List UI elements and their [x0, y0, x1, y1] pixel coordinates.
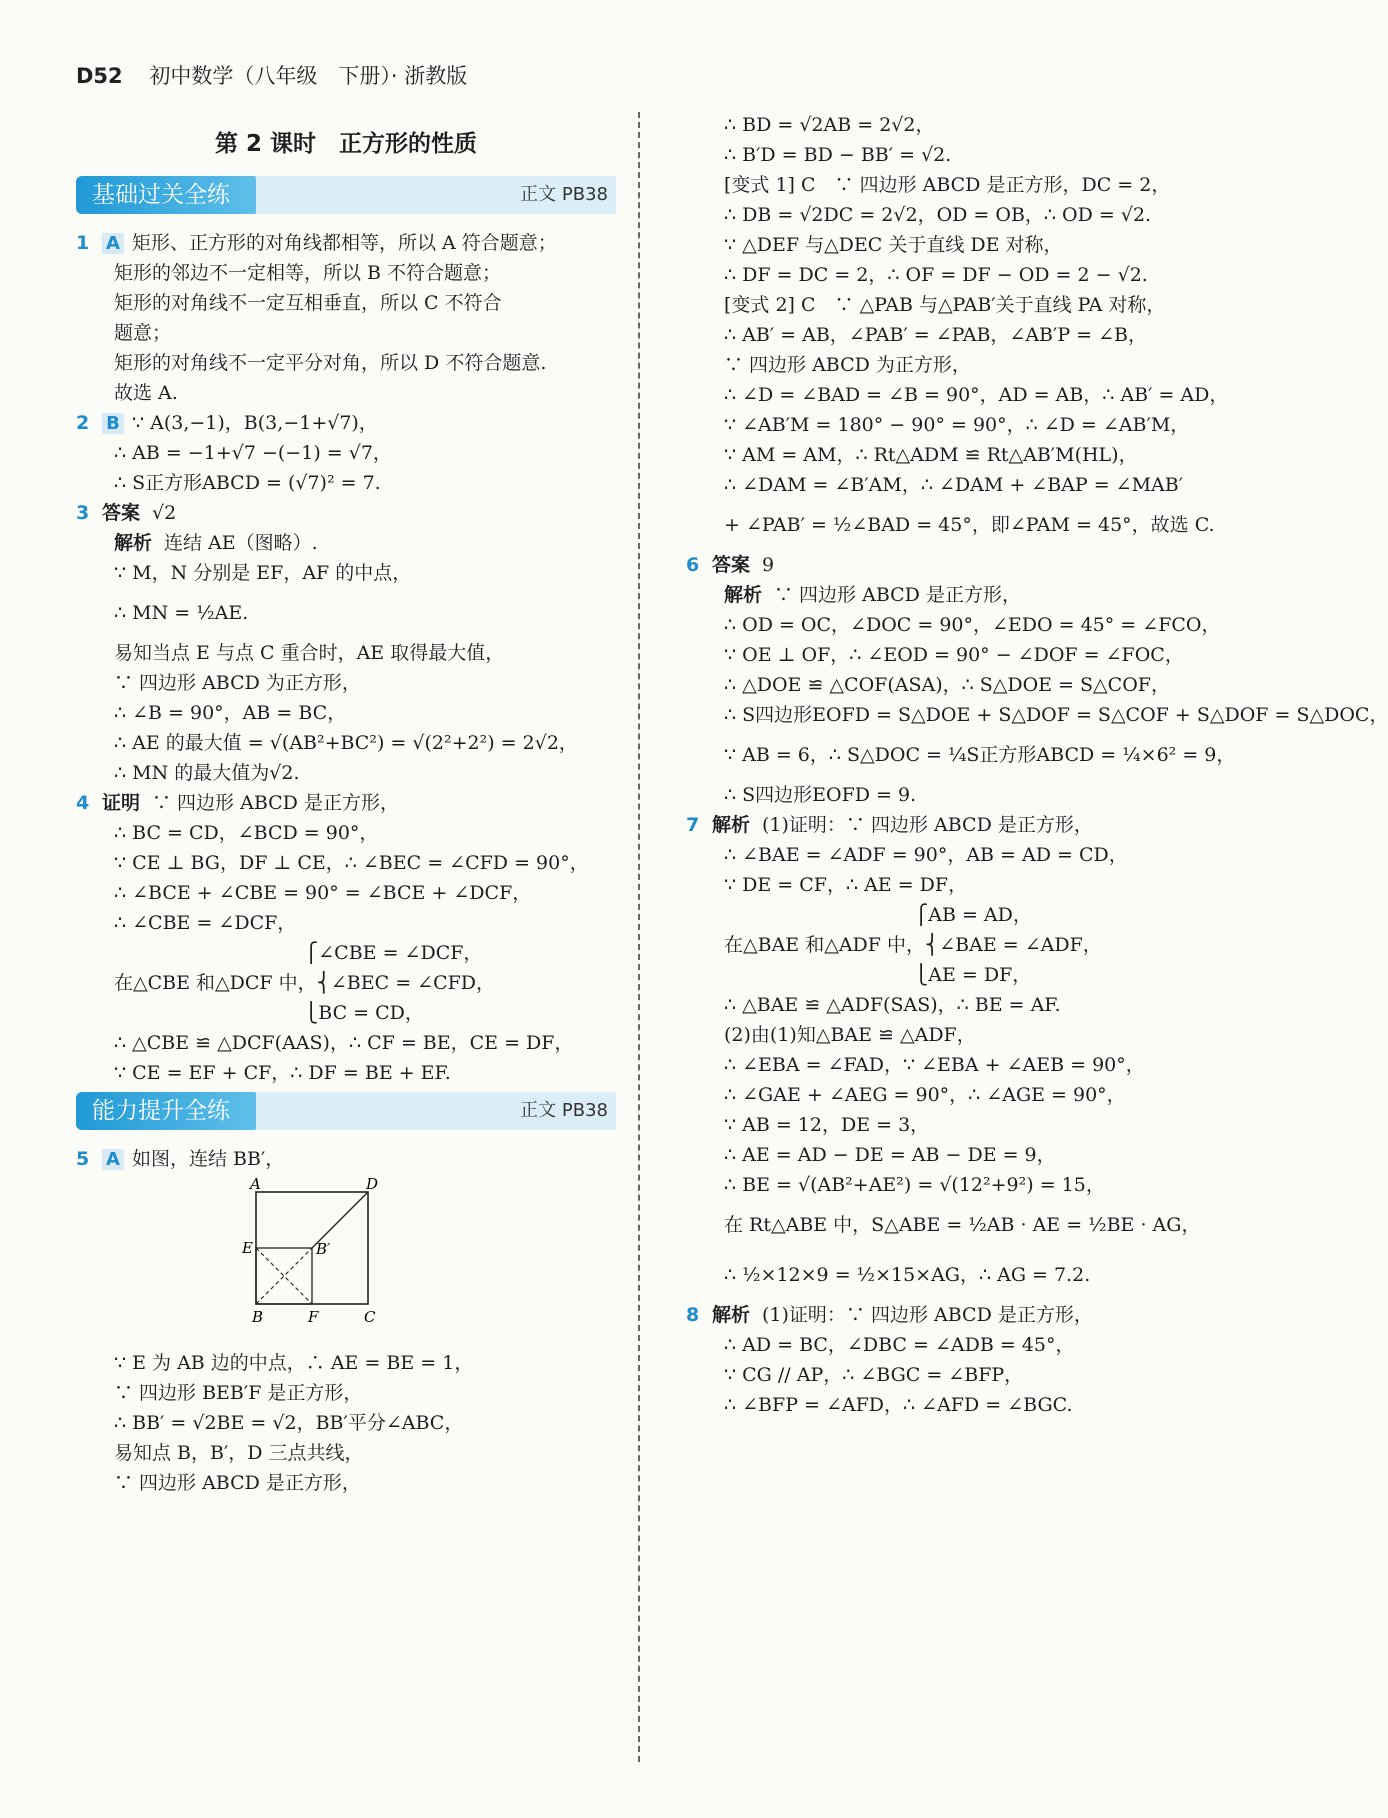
answer-line	[686, 320, 1196, 350]
section-ref: 正文 PB38	[520, 1100, 608, 1121]
left-column	[76, 110, 616, 1498]
section-ref: 正文 PB38	[520, 184, 608, 205]
square-diagram	[226, 1175, 396, 1340]
answer-line	[686, 140, 1196, 170]
answer-line	[76, 318, 616, 348]
line-text: ∴ AE = AD − DE = AB − DE = 9，	[724, 1144, 1056, 1166]
answer-line	[686, 410, 1196, 440]
label-a: A	[250, 1175, 261, 1193]
answer-line	[686, 500, 1215, 550]
line-text: ∴ S正方形ABCD = (√7)² = 7.	[114, 472, 381, 494]
line-text: 在△CBE 和△DCF 中，⎨∠BEC = ∠CFD，	[114, 972, 496, 994]
answer-line	[686, 1250, 1196, 1300]
answer-line	[76, 998, 616, 1028]
line-text: (1)证明：∵ 四边形 ABCD 是正方形，	[762, 814, 1093, 836]
square-bebf	[256, 1248, 312, 1304]
page-code: D52	[76, 64, 123, 88]
question-number: 4	[76, 792, 90, 814]
answer-line	[686, 1360, 1196, 1390]
label-d: D	[366, 1175, 379, 1193]
keyword-label: 解析	[712, 814, 751, 836]
dash-ef	[256, 1248, 312, 1304]
line-text: ∵ CE = EF + CF，∴ DF = BE + EF.	[114, 1062, 451, 1084]
line-text: ∵ M，N 分别是 EF，AF 的中点，	[114, 562, 412, 584]
line-text: ∵ A(3,−1)，B(3,−1+√7)，	[132, 412, 378, 434]
line-text: ∴ DF = DC = 2，∴ OF = DF − OD = 2 − √2.	[724, 264, 1148, 286]
answer-line	[686, 990, 1196, 1020]
answer-line	[686, 640, 1196, 670]
line-text: ⎧AB = AD，	[724, 904, 1032, 926]
line-text: ∴ B′D = BD − BB′ = √2.	[724, 144, 952, 166]
answer-line	[686, 1300, 1196, 1330]
answer-line	[686, 1110, 1196, 1140]
answer-line	[686, 350, 1196, 380]
answer-line	[686, 440, 1196, 470]
answer-line	[686, 1080, 1196, 1110]
answer-line	[686, 780, 1196, 810]
answer-line	[686, 670, 1196, 700]
answer-line	[686, 930, 1196, 960]
line-text: 如图，连结 BB′，	[132, 1148, 285, 1170]
answer-line	[76, 1348, 616, 1378]
answer-line	[686, 170, 1196, 200]
column-divider	[638, 112, 640, 1762]
answer-line	[686, 550, 1196, 580]
answer-line	[76, 788, 616, 818]
line-text: 易知点 B，B′，D 三点共线，	[114, 1442, 364, 1464]
line-text: ∵ 四边形 ABCD 为正方形，	[724, 354, 971, 376]
line-text: ∴ ∠EBA = ∠FAD，∵ ∠EBA + ∠AEB = 90°，	[724, 1054, 1145, 1076]
line-text: 在 Rt△ABE 中，S△ABE = ½AB · AE = ½BE · AG，	[724, 1214, 1201, 1236]
line-text: ∴ BB′ = √2BE = √2，BB′平分∠ABC，	[114, 1412, 464, 1434]
line-text: ∵ AB = 6，∴ S△DOC = ¼S正方形ABCD = ¼×6² = 9，	[724, 744, 1236, 766]
answer-line	[76, 638, 616, 668]
answer-line	[76, 1144, 616, 1174]
line-text: 矩形的邻边不一定相等，所以 B 不符合题意；	[114, 262, 502, 284]
line-text: ∴ AB = −1+√7 −(−1) = √7，	[114, 442, 392, 464]
line-text: ∴ S四边形EOFD = S△DOE + S△DOF = S△COF + S△DOF = S△DOC，	[724, 704, 1388, 726]
line-text: ∵ AM = AM，∴ Rt△ADM ≌ Rt△AB′M(HL)，	[724, 444, 1138, 466]
right-answer-lines	[686, 110, 1388, 1420]
answer-line	[76, 728, 616, 758]
answer-line	[76, 438, 616, 468]
answer-line	[76, 1408, 616, 1438]
answer-line	[686, 1170, 1196, 1200]
line-text: ∴ ∠BFP = ∠AFD，∴ ∠AFD = ∠BGC.	[724, 1394, 1073, 1416]
line-text: ∴ △BAE ≌ △ADF(SAS)，∴ BE = AF.	[724, 994, 1061, 1016]
answer-line	[686, 1390, 1196, 1420]
answer-line	[76, 228, 616, 258]
answer-line	[686, 610, 1221, 640]
line-text: ⎩BC = CD，	[114, 1002, 424, 1024]
line-text: 矩形的对角线不一定互相垂直，所以 C 不符合	[114, 292, 502, 314]
answer-line	[686, 110, 1196, 140]
line-text: ∵ DE = CF，∴ AE = DF，	[724, 874, 968, 896]
q5-lines	[76, 1348, 616, 1498]
answer-line	[686, 810, 1196, 840]
section-banner-basic	[76, 176, 616, 214]
line-text: ∴ AB′ = AB，∠PAB′ = ∠PAB，∠AB′P = ∠B，	[724, 324, 1147, 346]
answer-line	[686, 200, 1196, 230]
answer-line	[76, 288, 616, 318]
answer-line	[686, 730, 1236, 780]
question-number: 3	[76, 502, 90, 524]
line-text: ∵ 四边形 ABCD 是正方形，	[152, 792, 399, 814]
answer-line	[76, 1378, 616, 1408]
dash-bb	[256, 1248, 312, 1304]
answer-line	[76, 588, 616, 638]
answer-line	[76, 1468, 616, 1498]
question-number: 6	[686, 554, 700, 576]
answer-line	[76, 878, 616, 908]
line-text: ∴ ∠CBE = ∠DCF，	[114, 912, 297, 934]
line-text: 连结 AE（图略）.	[164, 532, 318, 554]
answer-line	[686, 230, 1196, 260]
answer-line	[76, 528, 616, 558]
line-text: ∴ AD = BC，∠DBC = ∠ADB = 45°，	[724, 1334, 1075, 1356]
answer-line	[76, 848, 616, 878]
line-text: ∴ MN 的最大值为√2.	[114, 762, 300, 784]
line-text: ∴ BD = √2AB = 2√2，	[724, 114, 935, 136]
line-text: [变式 2] C ∵ △PAB 与△PAB′关于直线 PA 对称，	[724, 294, 1166, 316]
line-text: ∵ CE ⊥ BG，DF ⊥ CE，∴ ∠BEC = ∠CFD = 90°，	[114, 852, 589, 874]
answer-line	[76, 968, 616, 998]
line-text: 易知当点 E 与点 C 重合时，AE 取得最大值，	[114, 642, 505, 664]
line-text: ∵ 四边形 BEB′F 是正方形，	[114, 1382, 363, 1404]
answer-line	[686, 290, 1196, 320]
line-text: √2	[152, 502, 177, 524]
line-text: ∴ ∠DAM = ∠B′AM，∴ ∠DAM + ∠BAP = ∠MAB′	[724, 474, 1184, 496]
line-text: ∴ ∠GAE + ∠AEG = 90°，∴ ∠AGE = 90°，	[724, 1084, 1126, 1106]
answer-line	[686, 1140, 1196, 1170]
line-text: ∴ MN = ½AE.	[114, 602, 249, 624]
lesson-title: 第 2 课时 正方形的性质	[214, 131, 478, 157]
line-text: ∴ ∠BCE + ∠CBE = 90° = ∠BCE + ∠DCF，	[114, 882, 532, 904]
answer-choice-badge: A	[102, 1149, 124, 1170]
book-title: 初中数学（八年级 下册）· 浙教版	[149, 64, 468, 88]
answer-line	[76, 908, 616, 938]
answer-line	[686, 1330, 1196, 1360]
line-text: ∴ BE = √(AB²+AE²) = √(12²+9²) = 15，	[724, 1174, 1105, 1196]
answer-choice-badge: B	[102, 413, 124, 434]
line-text: ∴ ∠BAE = ∠ADF = 90°，AB = AD = CD，	[724, 844, 1128, 866]
line-text: ∴ BC = CD，∠BCD = 90°，	[114, 822, 379, 844]
line-text: ∴ AE 的最大值 = √(AB²+BC²) = √(2²+2²) = 2√2，	[114, 732, 578, 754]
line-text: ∴ △DOE ≌ △COF(ASA)，∴ S△DOE = S△COF，	[724, 674, 1170, 696]
answer-line	[76, 378, 616, 408]
line-text: 故选 A.	[114, 382, 178, 404]
section-title: 基础过关全练	[76, 176, 256, 214]
line-text: ∵ 四边形 ABCD 是正方形，	[774, 584, 1021, 606]
label-f: F	[308, 1308, 319, 1326]
answer-line	[686, 1200, 1201, 1250]
answer-line	[76, 1028, 616, 1058]
answer-line	[76, 558, 616, 588]
line-text: ∴ ½×12×9 = ½×15×AG，∴ AG = 7.2.	[724, 1264, 1091, 1286]
answer-line	[686, 900, 1196, 930]
answer-line	[76, 498, 616, 528]
answer-line	[76, 668, 616, 698]
line-text: ∵ AB = 12，DE = 3，	[724, 1114, 930, 1136]
line-text: ∴ ∠D = ∠BAD = ∠B = 90°，AD = AB，∴ AB′ = AD，	[724, 384, 1229, 406]
keyword-label: 证明	[102, 792, 141, 814]
line-text: ∵ △DEF 与△DEC 关于直线 DE 对称，	[724, 234, 1063, 256]
answer-line	[686, 580, 1196, 610]
line-text: ∴ OD = OC，∠DOC = 90°，∠EDO = 45° = ∠FCO，	[724, 614, 1221, 636]
label-b: B	[252, 1308, 264, 1326]
line-text: ∴ S四边形EOFD = 9.	[724, 784, 917, 806]
keyword-label: 答案	[102, 502, 141, 524]
line-text: [变式 1] C ∵ 四边形 ABCD 是正方形，DC = 2，	[724, 174, 1171, 196]
answer-line	[76, 408, 616, 438]
answer-line	[76, 698, 616, 728]
line-text: ∵ E 为 AB 边的中点，∴ AE = BE = 1，	[114, 1352, 474, 1374]
answer-line	[686, 470, 1196, 500]
answer-line	[686, 380, 1229, 410]
answer-line	[686, 700, 1388, 730]
answer-line	[76, 468, 616, 498]
keyword-label: 答案	[712, 554, 751, 576]
section-title: 能力提升全练	[76, 1092, 256, 1130]
page-header	[76, 60, 467, 90]
line-text: ⎧∠CBE = ∠DCF，	[114, 942, 483, 964]
line-text: + ∠PAB′ = ½∠BAD = 45°，即∠PAM = 45°，故选 C.	[724, 514, 1215, 536]
answer-line	[686, 960, 1196, 990]
left-answer-lines	[76, 228, 616, 1088]
line-text: (1)证明：∵ 四边形 ABCD 是正方形，	[762, 1304, 1093, 1326]
line-text: ∵ OE ⊥ OF，∴ ∠EOD = 90° − ∠DOF = ∠FOC，	[724, 644, 1184, 666]
line-text: ⎩AE = DF，	[724, 964, 1032, 986]
line-text: (2)由(1)知△BAE ≌ △ADF，	[724, 1024, 976, 1046]
line-text: ∵ CG // AP，∴ ∠BGC = ∠BFP，	[724, 1364, 1024, 1386]
question-number: 1	[76, 232, 90, 254]
question-number: 2	[76, 412, 90, 434]
line-text: ∵ ∠AB′M = 180° − 90° = 90°，∴ ∠D = ∠AB′M，	[724, 414, 1190, 436]
question-number: 5	[76, 1148, 90, 1170]
line-text: ∴ △CBE ≌ △DCF(AAS)，∴ CF = BE，CE = DF，	[114, 1032, 574, 1054]
answer-line	[76, 758, 616, 788]
answer-line	[76, 818, 616, 848]
question-number: 7	[686, 814, 700, 836]
q5-head	[76, 1144, 616, 1174]
keyword-label: 解析	[724, 584, 763, 606]
line-text: 题意；	[114, 322, 172, 344]
answer-line	[76, 1058, 616, 1088]
label-e: E	[242, 1239, 253, 1257]
line-text: ∴ DB = √2DC = 2√2，OD = OB，∴ OD = √2.	[724, 204, 1152, 226]
answer-line	[686, 870, 1196, 900]
question-number: 8	[686, 1304, 700, 1326]
answer-line	[686, 1020, 1196, 1050]
line-text: ∵ 四边形 ABCD 为正方形，	[114, 672, 361, 694]
keyword-label: 解析	[712, 1304, 751, 1326]
keyword-label: 解析	[114, 532, 153, 554]
answer-line	[686, 1050, 1196, 1080]
answer-line	[686, 260, 1196, 290]
label-c: C	[364, 1308, 376, 1326]
line-text: ∴ ∠B = 90°，AB = BC，	[114, 702, 347, 724]
line-text: 矩形、正方形的对角线都相等，所以 A 符合题意；	[132, 232, 557, 254]
answer-line	[76, 258, 616, 288]
section-banner-advanced	[76, 1092, 616, 1130]
right-column	[686, 110, 1388, 1420]
line-text: 在△BAE 和△ADF 中，⎨∠BAE = ∠ADF，	[724, 934, 1102, 956]
line-text: 矩形的对角线不一定平分对角，所以 D 不符合题意.	[114, 352, 547, 374]
label-bp: B′	[316, 1240, 331, 1258]
answer-line	[76, 348, 616, 378]
answer-choice-badge: A	[102, 233, 124, 254]
line-text: 9	[762, 554, 775, 576]
answer-line	[76, 1438, 616, 1468]
answer-line	[686, 840, 1196, 870]
line-text: ∵ 四边形 ABCD 是正方形，	[114, 1472, 361, 1494]
answer-line	[76, 938, 616, 968]
